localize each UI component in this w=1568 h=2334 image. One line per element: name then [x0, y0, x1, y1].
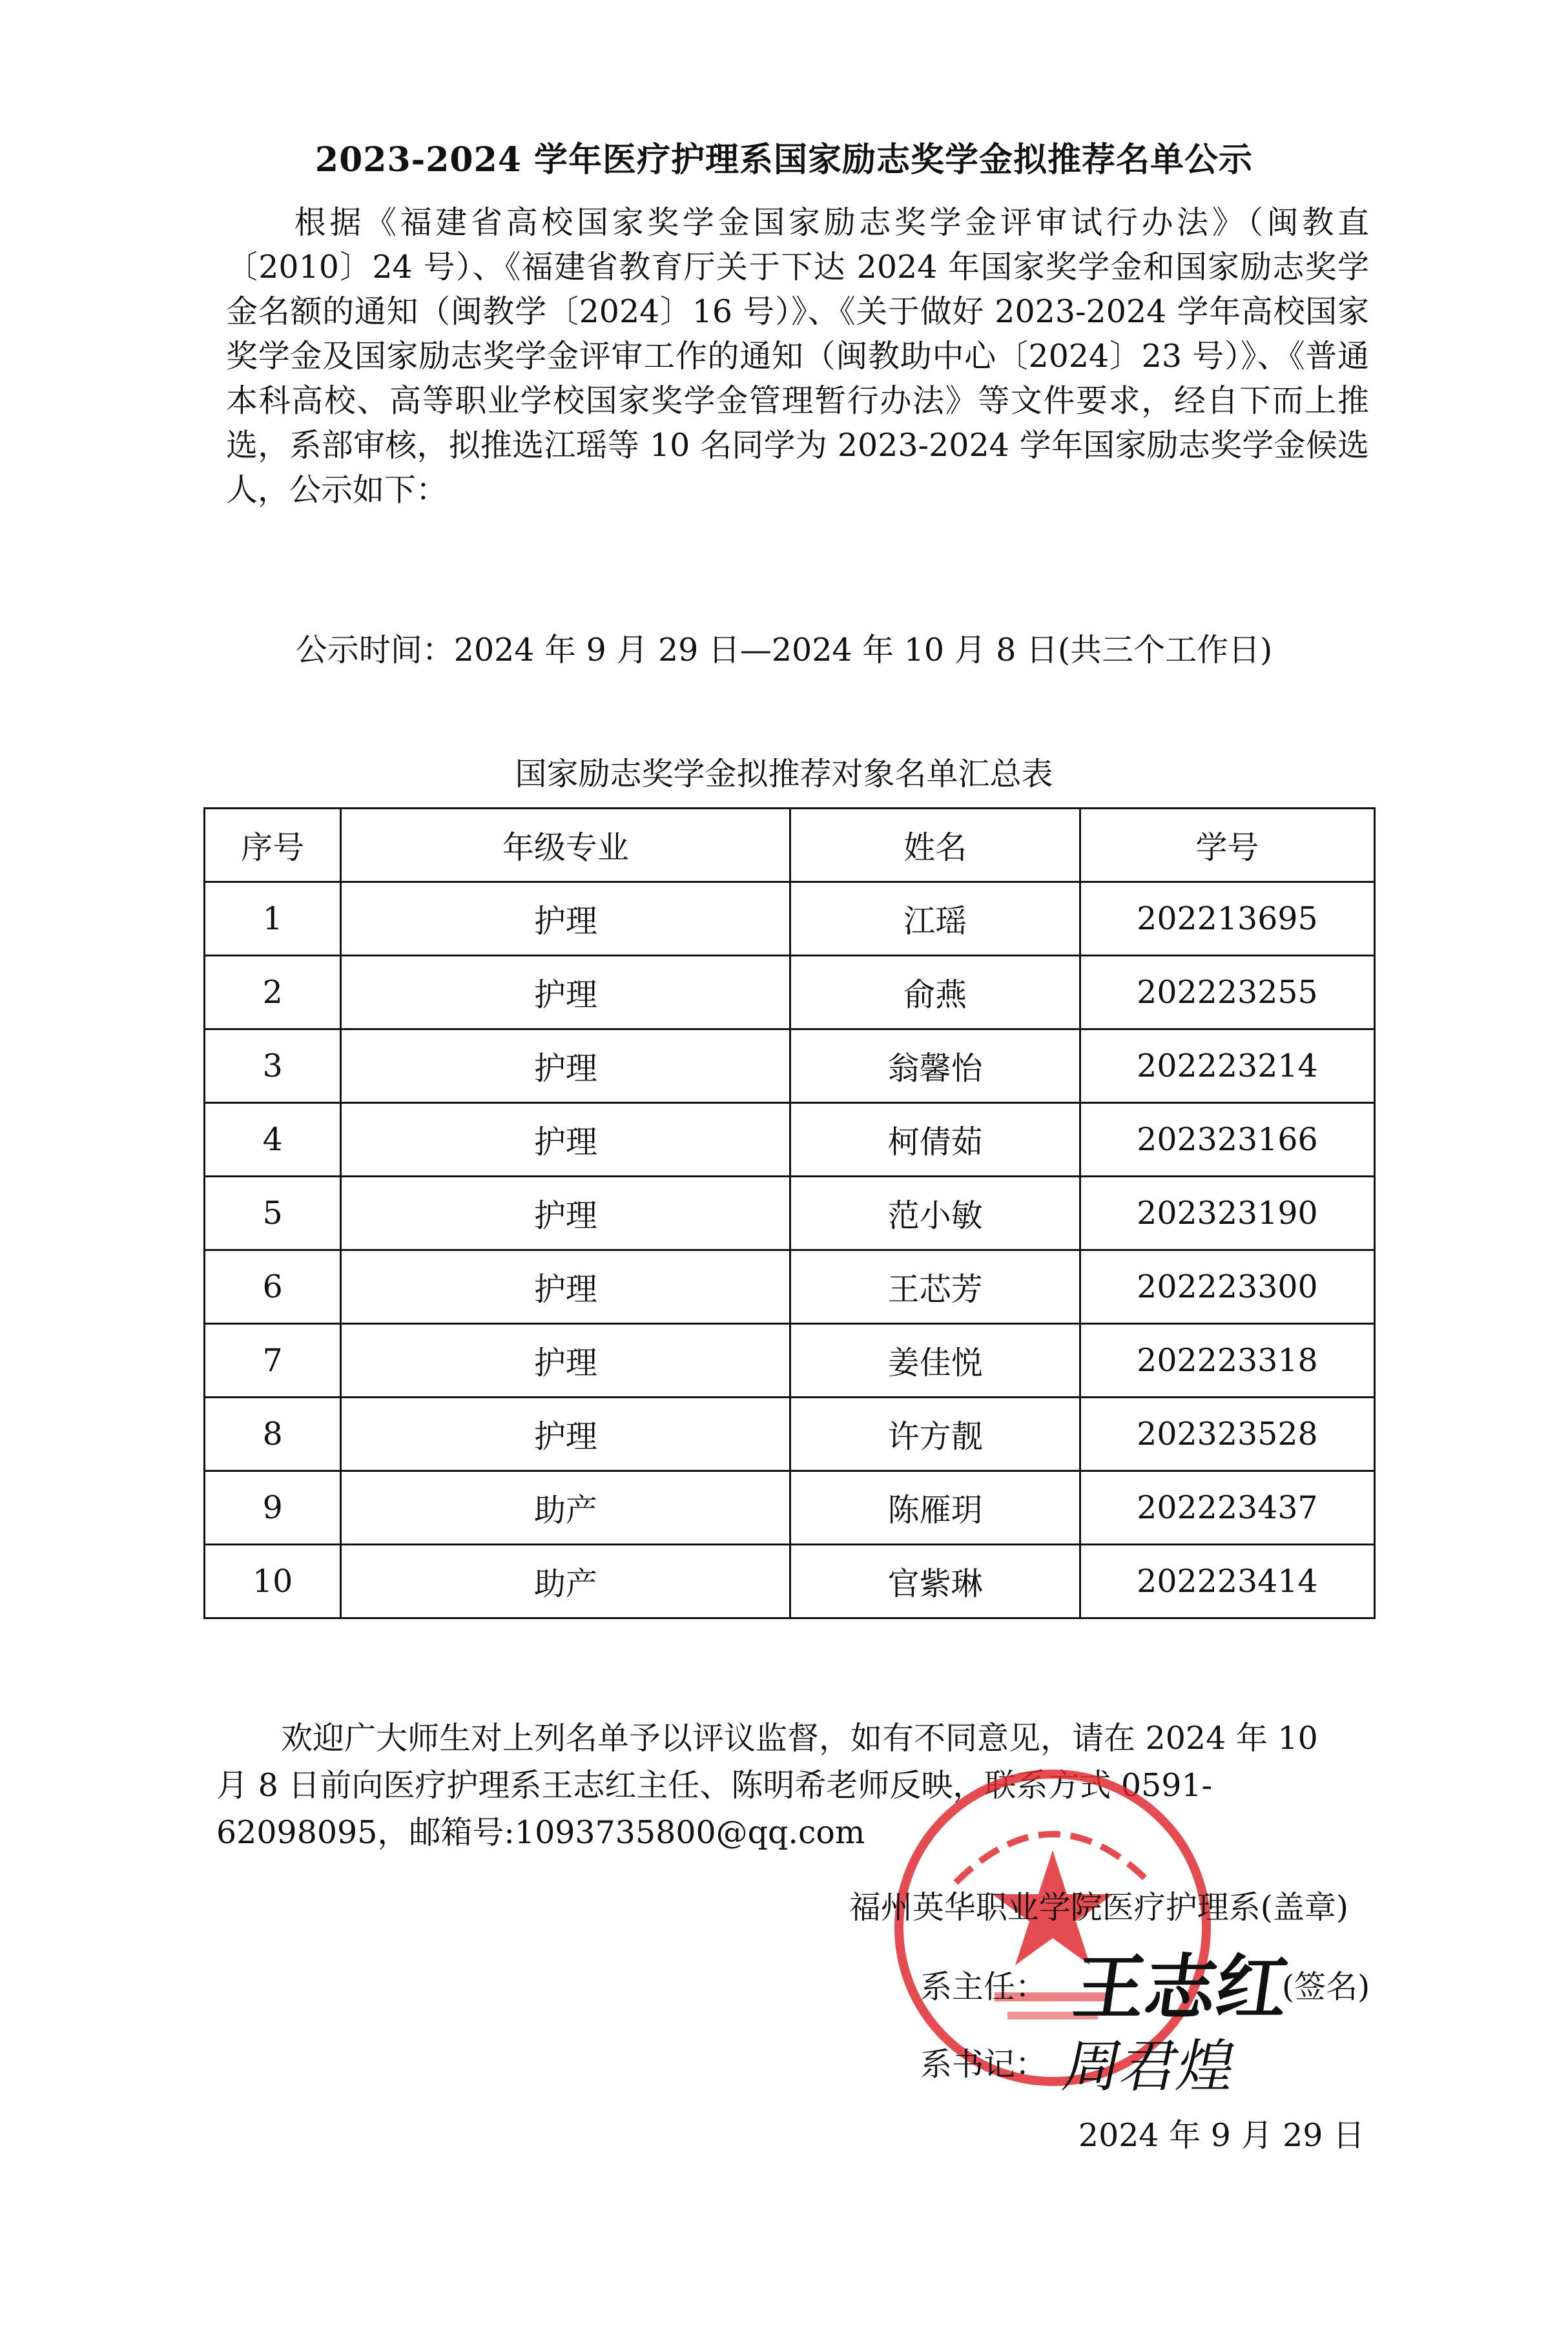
table-row [205, 882, 1375, 956]
table-row [205, 1029, 1375, 1103]
department-head-label: 系主任： [920, 1968, 1047, 2005]
table-row [205, 1324, 1375, 1398]
table-row [205, 1545, 1375, 1618]
cell-seq: 10 [205, 1545, 341, 1618]
cell-major: 护理 [341, 956, 790, 1029]
cell-seq: 3 [205, 1029, 341, 1103]
cell-major: 护理 [341, 882, 790, 956]
cell-major: 护理 [341, 1250, 790, 1324]
cell-name: 官紫琳 [790, 1545, 1080, 1618]
cell-major: 护理 [341, 1398, 790, 1471]
cell-seq: 7 [205, 1324, 341, 1398]
cell-major: 助产 [341, 1471, 790, 1545]
intro-paragraph [226, 200, 1369, 512]
cell-student-id: 202223214 [1080, 1029, 1374, 1103]
document-title: 2023-2024 学年医疗护理系国家励志奖学金拟推荐名单公示 [315, 140, 1253, 180]
cell-name: 姜佳悦 [790, 1324, 1080, 1398]
table-row [205, 1471, 1375, 1545]
cell-student-id: 202223255 [1080, 956, 1374, 1029]
intro-text: 根据《福建省高校国家奖学金国家励志奖学金评审试行办法》（闽教直〔2010〕24 号）、《福建省教育厅关于下达 2024 年国家奖学金和国家励志奖学金名额的通知（闽教学〔2024〕16 号）》、《关于做好 2023-2024 学年高校国家奖学金及国家励志奖学金评审工作的通知（闽教助中心〔2024〕23 号）》、《普通本科高校、高等职业学校国家奖学金管理暂行办法》等文件要求，经自下而上推选，系部审核，拟推选江瑶等 10 名同学为 2023-2024 学年国家励志奖学金候选人，公示如下： [226, 204, 1369, 508]
cell-name: 王芯芳 [790, 1250, 1080, 1324]
cell-student-id: 202323166 [1080, 1103, 1374, 1177]
table-header-row [205, 809, 1375, 882]
header-student-id: 学号 [1080, 809, 1374, 882]
cell-seq: 5 [205, 1177, 341, 1250]
candidate-table [203, 807, 1376, 1619]
publicity-time: 公示时间：2024 年 9 月 29 日—2024 年 10 月 8 日(共三个工作日) [295, 632, 1273, 668]
cell-name: 柯倩茹 [790, 1103, 1080, 1177]
cell-student-id: 202323528 [1080, 1398, 1374, 1471]
signature-suffix: (签名) [1282, 1968, 1370, 2005]
header-seq: 序号 [205, 809, 341, 882]
cell-name: 陈雁玥 [790, 1471, 1080, 1545]
cell-name: 范小敏 [790, 1177, 1080, 1250]
department-signature: 福州英华职业学院医疗护理系(盖章) [849, 1889, 1348, 1926]
closing-text: 欢迎广大师生对上列名单予以评议监督，如有不同意见，请在 2024 年 10 月 8 日前向医疗护理系王志红主任、陈明希老师反映，联系方式 0591-62098095，邮箱号:1093735800@qq.com [216, 1720, 1318, 1851]
head-handwritten-signature: 王志红 [1068, 1946, 1294, 2029]
table-row [205, 1177, 1375, 1250]
cell-seq: 2 [205, 956, 341, 1029]
header-name: 姓名 [790, 809, 1080, 882]
cell-seq: 8 [205, 1398, 341, 1471]
signature-date: 2024 年 9 月 29 日 [1078, 2117, 1365, 2154]
cell-student-id: 202223437 [1080, 1471, 1374, 1545]
cell-seq: 9 [205, 1471, 341, 1545]
table-row [205, 1398, 1375, 1471]
cell-name: 翁馨怡 [790, 1029, 1080, 1103]
cell-student-id: 202223318 [1080, 1324, 1374, 1398]
table-caption: 国家励志奖学金拟推荐对象名单汇总表 [515, 756, 1053, 792]
cell-name: 俞燕 [790, 956, 1080, 1029]
cell-student-id: 202323190 [1080, 1177, 1374, 1250]
cell-major: 护理 [341, 1324, 790, 1398]
table-row [205, 1103, 1375, 1177]
cell-student-id: 202223414 [1080, 1545, 1374, 1618]
cell-student-id: 202213695 [1080, 882, 1374, 956]
cell-seq: 1 [205, 882, 341, 956]
cell-name: 许方靓 [790, 1398, 1080, 1471]
cell-major: 护理 [341, 1177, 790, 1250]
header-major: 年级专业 [341, 809, 790, 882]
table-row [205, 1250, 1375, 1324]
cell-seq: 6 [205, 1250, 341, 1324]
cell-major: 护理 [341, 1103, 790, 1177]
secretary-handwritten-signature: 周君煌 [1057, 2033, 1243, 2100]
table-row [205, 956, 1375, 1029]
cell-student-id: 202223300 [1080, 1250, 1374, 1324]
cell-seq: 4 [205, 1103, 341, 1177]
cell-name: 江瑶 [790, 882, 1080, 956]
secretary-label: 系书记： [920, 2046, 1047, 2083]
cell-major: 护理 [341, 1029, 790, 1103]
cell-major: 助产 [341, 1545, 790, 1618]
